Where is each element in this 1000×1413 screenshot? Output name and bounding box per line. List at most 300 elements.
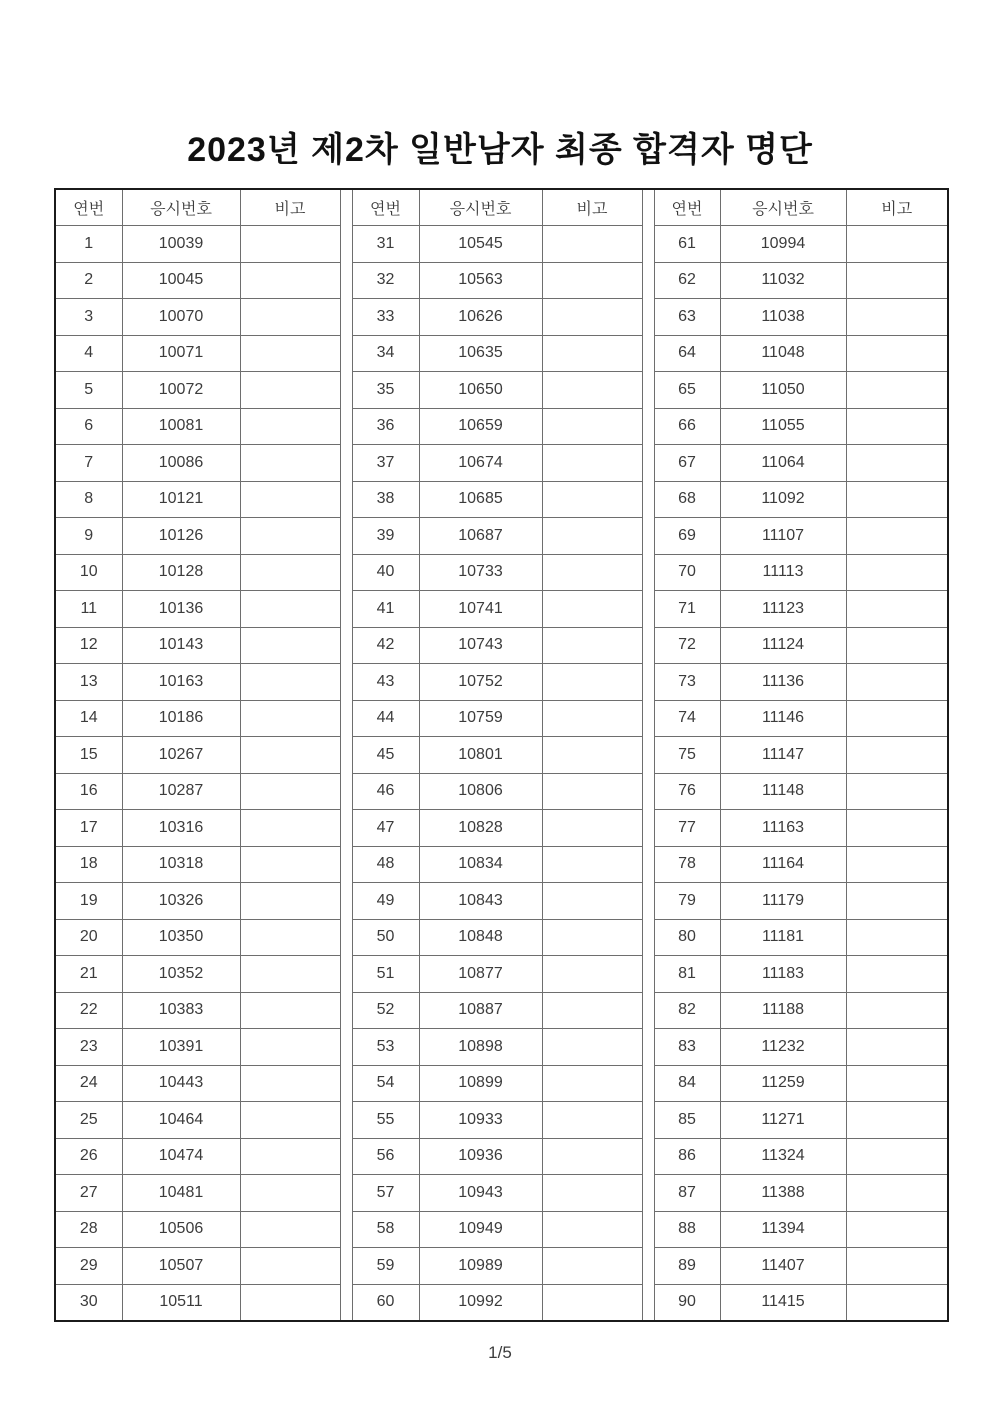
column-header-exam-number: 응시번호 — [122, 189, 240, 226]
serial-number-cell: 76 — [654, 773, 720, 810]
serial-number-cell: 48 — [352, 846, 419, 883]
remark-cell — [846, 372, 948, 409]
serial-number-cell: 3 — [55, 299, 122, 336]
remark-cell — [240, 664, 340, 701]
remark-cell — [542, 919, 642, 956]
remark-cell — [846, 226, 948, 263]
remark-cell — [846, 408, 948, 445]
serial-number-cell: 89 — [654, 1248, 720, 1285]
exam-number-cell: 11271 — [720, 1102, 846, 1139]
remark-cell — [846, 737, 948, 774]
table-row — [55, 1029, 948, 1066]
exam-number-cell: 10316 — [122, 810, 240, 847]
exam-number-cell: 10801 — [419, 737, 542, 774]
remark-cell — [240, 1284, 340, 1321]
exam-number-cell: 10352 — [122, 956, 240, 993]
remark-cell — [542, 372, 642, 409]
exam-number-cell: 11113 — [720, 554, 846, 591]
serial-number-cell: 51 — [352, 956, 419, 993]
serial-number-cell: 14 — [55, 700, 122, 737]
serial-number-cell: 80 — [654, 919, 720, 956]
serial-number-cell: 70 — [654, 554, 720, 591]
exam-number-cell: 10474 — [122, 1138, 240, 1175]
exam-number-cell: 11136 — [720, 664, 846, 701]
table-row — [55, 846, 948, 883]
serial-number-cell: 31 — [352, 226, 419, 263]
remark-cell — [542, 1175, 642, 1212]
exam-number-cell: 10752 — [419, 664, 542, 701]
serial-number-cell: 68 — [654, 481, 720, 518]
serial-number-cell: 64 — [654, 335, 720, 372]
remark-cell — [846, 445, 948, 482]
exam-number-cell: 10507 — [122, 1248, 240, 1285]
remark-cell — [542, 445, 642, 482]
exam-number-cell: 10933 — [419, 1102, 542, 1139]
exam-number-cell: 11092 — [720, 481, 846, 518]
exam-number-cell: 10650 — [419, 372, 542, 409]
serial-number-cell: 41 — [352, 591, 419, 628]
remark-cell — [240, 445, 340, 482]
remark-cell — [542, 226, 642, 263]
serial-number-cell: 35 — [352, 372, 419, 409]
exam-number-cell: 10949 — [419, 1211, 542, 1248]
exam-number-cell: 10733 — [419, 554, 542, 591]
exam-number-cell: 11394 — [720, 1211, 846, 1248]
exam-number-cell: 10843 — [419, 883, 542, 920]
column-header-remark: 비고 — [542, 189, 642, 226]
serial-number-cell: 84 — [654, 1065, 720, 1102]
exam-number-cell: 11124 — [720, 627, 846, 664]
exam-number-cell: 11179 — [720, 883, 846, 920]
remark-cell — [542, 627, 642, 664]
remark-cell — [846, 299, 948, 336]
exam-number-cell: 11146 — [720, 700, 846, 737]
table-row — [55, 1138, 948, 1175]
serial-number-cell: 73 — [654, 664, 720, 701]
exam-number-cell: 10887 — [419, 992, 542, 1029]
remark-cell — [542, 591, 642, 628]
serial-number-cell: 50 — [352, 919, 419, 956]
exam-number-cell: 10511 — [122, 1284, 240, 1321]
serial-number-cell: 24 — [55, 1065, 122, 1102]
exam-number-cell: 10481 — [122, 1175, 240, 1212]
exam-number-cell: 10545 — [419, 226, 542, 263]
exam-number-cell: 10994 — [720, 226, 846, 263]
remark-cell — [542, 518, 642, 555]
exam-number-cell: 10081 — [122, 408, 240, 445]
remark-cell — [240, 554, 340, 591]
serial-number-cell: 79 — [654, 883, 720, 920]
serial-number-cell: 40 — [352, 554, 419, 591]
exam-number-cell: 11107 — [720, 518, 846, 555]
serial-number-cell: 17 — [55, 810, 122, 847]
exam-number-cell: 10464 — [122, 1102, 240, 1139]
remark-cell — [240, 919, 340, 956]
table-row — [55, 700, 948, 737]
exam-number-cell: 10163 — [122, 664, 240, 701]
serial-number-cell: 33 — [352, 299, 419, 336]
serial-number-cell: 26 — [55, 1138, 122, 1175]
exam-number-cell: 11164 — [720, 846, 846, 883]
serial-number-cell: 1 — [55, 226, 122, 263]
group-separator — [642, 189, 654, 1321]
remark-cell — [846, 883, 948, 920]
exam-number-cell: 11038 — [720, 299, 846, 336]
exam-number-cell: 11147 — [720, 737, 846, 774]
exam-number-cell: 10936 — [419, 1138, 542, 1175]
remark-cell — [542, 664, 642, 701]
remark-cell — [542, 1284, 642, 1321]
header-row — [55, 189, 948, 226]
remark-cell — [542, 1211, 642, 1248]
remark-cell — [542, 335, 642, 372]
remark-cell — [240, 700, 340, 737]
table-row — [55, 481, 948, 518]
page-title: 2023년 제2차 일반남자 최종 합격자 명단 — [187, 131, 813, 169]
remark-cell — [240, 408, 340, 445]
serial-number-cell: 43 — [352, 664, 419, 701]
table-row — [55, 226, 948, 263]
table-row — [55, 1065, 948, 1102]
column-header-exam-number: 응시번호 — [419, 189, 542, 226]
remark-cell — [240, 518, 340, 555]
column-header-exam-number: 응시번호 — [720, 189, 846, 226]
passers-table-body — [55, 189, 948, 1321]
exam-number-cell: 11232 — [720, 1029, 846, 1066]
serial-number-cell: 61 — [654, 226, 720, 263]
serial-number-cell: 22 — [55, 992, 122, 1029]
serial-number-cell: 36 — [352, 408, 419, 445]
remark-cell — [846, 1029, 948, 1066]
table-row — [55, 773, 948, 810]
serial-number-cell: 58 — [352, 1211, 419, 1248]
serial-number-cell: 6 — [55, 408, 122, 445]
serial-number-cell: 7 — [55, 445, 122, 482]
exam-number-cell: 10743 — [419, 627, 542, 664]
remark-cell — [240, 226, 340, 263]
remark-cell — [240, 1102, 340, 1139]
exam-number-cell: 10899 — [419, 1065, 542, 1102]
remark-cell — [846, 919, 948, 956]
remark-cell — [542, 773, 642, 810]
remark-cell — [542, 1248, 642, 1285]
serial-number-cell: 23 — [55, 1029, 122, 1066]
serial-number-cell: 42 — [352, 627, 419, 664]
serial-number-cell: 25 — [55, 1102, 122, 1139]
serial-number-cell: 52 — [352, 992, 419, 1029]
remark-cell — [846, 1211, 948, 1248]
serial-number-cell: 81 — [654, 956, 720, 993]
exam-number-cell: 10070 — [122, 299, 240, 336]
exam-number-cell: 10563 — [419, 262, 542, 299]
table-row — [55, 1284, 948, 1321]
exam-number-cell: 10989 — [419, 1248, 542, 1285]
remark-cell — [240, 1065, 340, 1102]
remark-cell — [240, 810, 340, 847]
remark-cell — [542, 481, 642, 518]
exam-number-cell: 11123 — [720, 591, 846, 628]
remark-cell — [846, 1284, 948, 1321]
serial-number-cell: 37 — [352, 445, 419, 482]
remark-cell — [542, 1065, 642, 1102]
table-row — [55, 408, 948, 445]
remark-cell — [846, 992, 948, 1029]
remark-cell — [542, 992, 642, 1029]
table-row — [55, 1102, 948, 1139]
remark-cell — [542, 299, 642, 336]
remark-cell — [542, 554, 642, 591]
remark-cell — [542, 700, 642, 737]
serial-number-cell: 90 — [654, 1284, 720, 1321]
exam-number-cell: 10318 — [122, 846, 240, 883]
remark-cell — [240, 1211, 340, 1248]
exam-number-cell: 10072 — [122, 372, 240, 409]
exam-number-cell: 10687 — [419, 518, 542, 555]
table-row — [55, 554, 948, 591]
remark-cell — [542, 737, 642, 774]
remark-cell — [240, 591, 340, 628]
remark-cell — [846, 1175, 948, 1212]
remark-cell — [846, 1102, 948, 1139]
remark-cell — [240, 372, 340, 409]
serial-number-cell: 46 — [352, 773, 419, 810]
serial-number-cell: 18 — [55, 846, 122, 883]
remark-cell — [846, 554, 948, 591]
exam-number-cell: 11055 — [720, 408, 846, 445]
exam-number-cell: 10443 — [122, 1065, 240, 1102]
serial-number-cell: 21 — [55, 956, 122, 993]
serial-number-cell: 60 — [352, 1284, 419, 1321]
remark-cell — [542, 1029, 642, 1066]
serial-number-cell: 49 — [352, 883, 419, 920]
serial-number-cell: 62 — [654, 262, 720, 299]
serial-number-cell: 87 — [654, 1175, 720, 1212]
serial-number-cell: 83 — [654, 1029, 720, 1066]
serial-number-cell: 2 — [55, 262, 122, 299]
serial-number-cell: 57 — [352, 1175, 419, 1212]
exam-number-cell: 10326 — [122, 883, 240, 920]
remark-cell — [846, 1248, 948, 1285]
table-row — [55, 335, 948, 372]
exam-number-cell: 10128 — [122, 554, 240, 591]
exam-number-cell: 10943 — [419, 1175, 542, 1212]
serial-number-cell: 39 — [352, 518, 419, 555]
exam-number-cell: 10045 — [122, 262, 240, 299]
exam-number-cell: 10383 — [122, 992, 240, 1029]
serial-number-cell: 12 — [55, 627, 122, 664]
table-row — [55, 810, 948, 847]
serial-number-cell: 56 — [352, 1138, 419, 1175]
exam-number-cell: 11183 — [720, 956, 846, 993]
remark-cell — [846, 481, 948, 518]
exam-number-cell: 11050 — [720, 372, 846, 409]
remark-cell — [240, 737, 340, 774]
remark-cell — [240, 335, 340, 372]
serial-number-cell: 11 — [55, 591, 122, 628]
serial-number-cell: 20 — [55, 919, 122, 956]
exam-number-cell: 10391 — [122, 1029, 240, 1066]
remark-cell — [240, 773, 340, 810]
serial-number-cell: 32 — [352, 262, 419, 299]
table-row — [55, 372, 948, 409]
exam-number-cell: 11064 — [720, 445, 846, 482]
exam-number-cell: 10071 — [122, 335, 240, 372]
exam-number-cell: 10685 — [419, 481, 542, 518]
exam-number-cell: 11163 — [720, 810, 846, 847]
remark-cell — [542, 846, 642, 883]
remark-cell — [846, 1138, 948, 1175]
exam-number-cell: 11048 — [720, 335, 846, 372]
serial-number-cell: 88 — [654, 1211, 720, 1248]
serial-number-cell: 38 — [352, 481, 419, 518]
table-row — [55, 299, 948, 336]
serial-number-cell: 59 — [352, 1248, 419, 1285]
exam-number-cell: 10877 — [419, 956, 542, 993]
remark-cell — [846, 664, 948, 701]
table-row — [55, 992, 948, 1029]
serial-number-cell: 27 — [55, 1175, 122, 1212]
serial-number-cell: 75 — [654, 737, 720, 774]
table-row — [55, 883, 948, 920]
exam-number-cell: 10136 — [122, 591, 240, 628]
exam-number-cell: 10086 — [122, 445, 240, 482]
remark-cell — [240, 1248, 340, 1285]
exam-number-cell: 10143 — [122, 627, 240, 664]
remark-cell — [846, 1065, 948, 1102]
table-row — [55, 591, 948, 628]
exam-number-cell: 10834 — [419, 846, 542, 883]
serial-number-cell: 13 — [55, 664, 122, 701]
serial-number-cell: 10 — [55, 554, 122, 591]
remark-cell — [240, 262, 340, 299]
exam-number-cell: 11407 — [720, 1248, 846, 1285]
exam-number-cell: 10759 — [419, 700, 542, 737]
remark-cell — [846, 810, 948, 847]
serial-number-cell: 19 — [55, 883, 122, 920]
exam-number-cell: 11259 — [720, 1065, 846, 1102]
remark-cell — [846, 956, 948, 993]
exam-number-cell: 10039 — [122, 226, 240, 263]
remark-cell — [240, 1175, 340, 1212]
exam-number-cell: 11388 — [720, 1175, 846, 1212]
exam-number-cell: 10506 — [122, 1211, 240, 1248]
remark-cell — [846, 773, 948, 810]
exam-number-cell: 11148 — [720, 773, 846, 810]
serial-number-cell: 34 — [352, 335, 419, 372]
remark-cell — [846, 518, 948, 555]
remark-cell — [846, 262, 948, 299]
exam-number-cell: 10828 — [419, 810, 542, 847]
table-row — [55, 1211, 948, 1248]
serial-number-cell: 54 — [352, 1065, 419, 1102]
remark-cell — [846, 700, 948, 737]
exam-number-cell: 10848 — [419, 919, 542, 956]
exam-number-cell: 10350 — [122, 919, 240, 956]
exam-number-cell: 10186 — [122, 700, 240, 737]
remark-cell — [240, 299, 340, 336]
exam-number-cell: 10267 — [122, 737, 240, 774]
remark-cell — [542, 408, 642, 445]
remark-cell — [846, 591, 948, 628]
serial-number-cell: 66 — [654, 408, 720, 445]
exam-number-cell: 11181 — [720, 919, 846, 956]
table-row — [55, 262, 948, 299]
group-separator — [340, 189, 352, 1321]
remark-cell — [240, 1138, 340, 1175]
exam-number-cell: 10898 — [419, 1029, 542, 1066]
exam-number-cell: 11324 — [720, 1138, 846, 1175]
exam-number-cell: 10126 — [122, 518, 240, 555]
serial-number-cell: 53 — [352, 1029, 419, 1066]
remark-cell — [240, 883, 340, 920]
table-row — [55, 445, 948, 482]
remark-cell — [542, 883, 642, 920]
serial-number-cell: 5 — [55, 372, 122, 409]
table-row — [55, 919, 948, 956]
serial-number-cell: 86 — [654, 1138, 720, 1175]
serial-number-cell: 77 — [654, 810, 720, 847]
passers-table — [54, 188, 949, 1322]
exam-number-cell: 10121 — [122, 481, 240, 518]
exam-number-cell: 10674 — [419, 445, 542, 482]
exam-number-cell: 10635 — [419, 335, 542, 372]
exam-number-cell: 10626 — [419, 299, 542, 336]
column-header-serial: 연번 — [352, 189, 419, 226]
remark-cell — [542, 956, 642, 993]
exam-number-cell: 11032 — [720, 262, 846, 299]
serial-number-cell: 71 — [654, 591, 720, 628]
serial-number-cell: 4 — [55, 335, 122, 372]
exam-number-cell: 10659 — [419, 408, 542, 445]
exam-number-cell: 10287 — [122, 773, 240, 810]
remark-cell — [240, 846, 340, 883]
remark-cell — [240, 1029, 340, 1066]
remark-cell — [240, 956, 340, 993]
table-row — [55, 664, 948, 701]
serial-number-cell: 15 — [55, 737, 122, 774]
exam-number-cell: 10806 — [419, 773, 542, 810]
remark-cell — [846, 627, 948, 664]
serial-number-cell: 63 — [654, 299, 720, 336]
serial-number-cell: 44 — [352, 700, 419, 737]
serial-number-cell: 85 — [654, 1102, 720, 1139]
column-header-remark: 비고 — [240, 189, 340, 226]
remark-cell — [846, 335, 948, 372]
serial-number-cell: 47 — [352, 810, 419, 847]
serial-number-cell: 8 — [55, 481, 122, 518]
page-number: 1/5 — [488, 1342, 512, 1362]
remark-cell — [240, 481, 340, 518]
serial-number-cell: 28 — [55, 1211, 122, 1248]
column-header-serial: 연번 — [55, 189, 122, 226]
serial-number-cell: 30 — [55, 1284, 122, 1321]
remark-cell — [240, 627, 340, 664]
remark-cell — [542, 810, 642, 847]
remark-cell — [542, 1138, 642, 1175]
serial-number-cell: 45 — [352, 737, 419, 774]
serial-number-cell: 82 — [654, 992, 720, 1029]
serial-number-cell: 29 — [55, 1248, 122, 1285]
serial-number-cell: 16 — [55, 773, 122, 810]
column-header-remark: 비고 — [846, 189, 948, 226]
exam-number-cell: 10992 — [419, 1284, 542, 1321]
serial-number-cell: 65 — [654, 372, 720, 409]
remark-cell — [846, 846, 948, 883]
serial-number-cell: 55 — [352, 1102, 419, 1139]
exam-number-cell: 11415 — [720, 1284, 846, 1321]
serial-number-cell: 9 — [55, 518, 122, 555]
table-row — [55, 627, 948, 664]
